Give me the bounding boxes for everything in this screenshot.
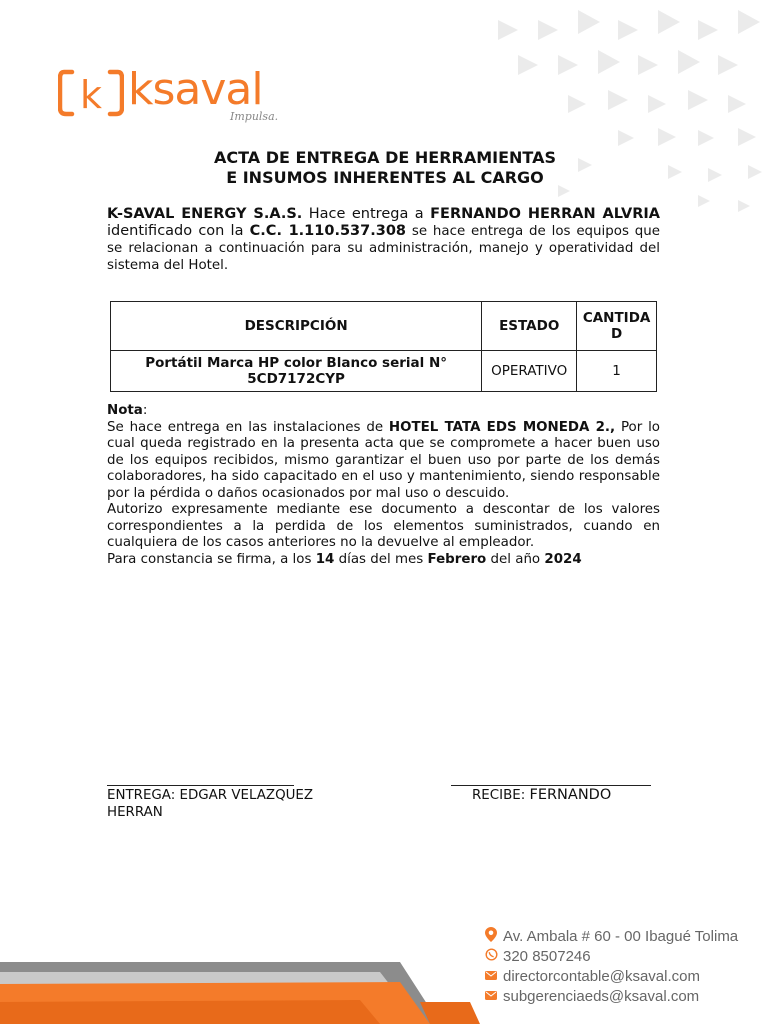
recipient-id: C.C. 1.110.537.308 [249, 223, 407, 239]
table-header-row [111, 302, 657, 351]
logo-tagline: Impulsa. [230, 110, 279, 123]
ksaval-logo-mark-icon [58, 68, 124, 118]
equipment-table [110, 301, 657, 392]
contact-phone: 320 8507246 [485, 946, 738, 966]
company-name: K-SAVAL ENERGY S.A.S. [107, 206, 303, 222]
signature-recibe: RECIBE: FERNANDO [472, 787, 612, 803]
contact-address: Av. Ambala # 60 - 00 Ibagué Tolima [485, 926, 738, 946]
contact-email-1: directorcontable@ksaval.com [485, 966, 738, 986]
hotel-name: HOTEL TATA EDS MONEDA 2., [388, 419, 616, 435]
intro-paragraph [107, 206, 660, 274]
svg-text:k: k [79, 73, 103, 117]
contact-email-2: subgerenciaeds@ksaval.com [485, 986, 738, 1006]
title-line-1: ACTA DE ENTREGA DE HERRAMIENTAS [214, 148, 556, 167]
table-row [111, 351, 657, 392]
cell-description: Portátil Marca HP color Blanco serial N° 5CD7172CYP [111, 351, 482, 392]
signature-line-recibe [451, 785, 651, 786]
logo-wordmark: ksaval [128, 64, 263, 115]
title-line-2: E INSUMOS INHERENTES AL CARGO [226, 168, 544, 187]
header-description: DESCRIPCIÓN [111, 302, 482, 351]
header-quantity: CANTIDAD [577, 302, 657, 351]
sign-year: 2024 [544, 551, 582, 567]
sign-day: 14 [315, 551, 335, 567]
company-logo [58, 62, 298, 132]
note-paragraph-3: Para constancia se firma, a los 14 días del mes Febrero del año 2024 [107, 551, 582, 567]
note-colon: : [142, 403, 148, 418]
header-status: ESTADO [482, 302, 577, 351]
footer-stripes [0, 954, 768, 1024]
location-pin-icon [485, 927, 499, 945]
sign-month: Febrero [427, 551, 487, 567]
intro-text-3: se hace entrega de los equipos que se relacionan a continuación para su administración, manejo y operatividad del sistema del Hotel. [107, 224, 661, 273]
note-paragraph-1: Se hace entrega en las instalaciones de HOTEL TATA EDS MONEDA 2., Por lo cual queda registrado en la presenta acta que se compromete a hacer buen uso de los equipos recibidos, mismo garantizar el buen uso por parte de los demás colaboradores, ha sido capacitado en el uso y mantenimiento, siendo responsable por la pérdida o daños ocasionados por mal uso o descuido. [107, 419, 660, 501]
cell-status: OPERATIVO [482, 351, 577, 392]
note-label: Nota [107, 403, 143, 418]
recipient-name: FERNANDO HERRAN ALVRIA [430, 206, 660, 222]
intro-text-2: identificado con la [107, 223, 250, 239]
cell-quantity: 1 [577, 351, 657, 392]
signature-entrega: ENTREGA: EDGAR VELAZQUEZ HERRAN [107, 788, 314, 820]
document-title [160, 148, 610, 188]
note-paragraph-2: Autorizo expresamente mediante ese documento a descontar de los valores correspondientes a la perdida de los elementos suministrados, cuando en cualquiera de los casos anteriores no la devuelve al empleador. [107, 502, 660, 550]
intro-text-1: Hace entrega a [302, 206, 431, 222]
note-section [107, 403, 660, 568]
signature-line-entrega [107, 785, 294, 786]
